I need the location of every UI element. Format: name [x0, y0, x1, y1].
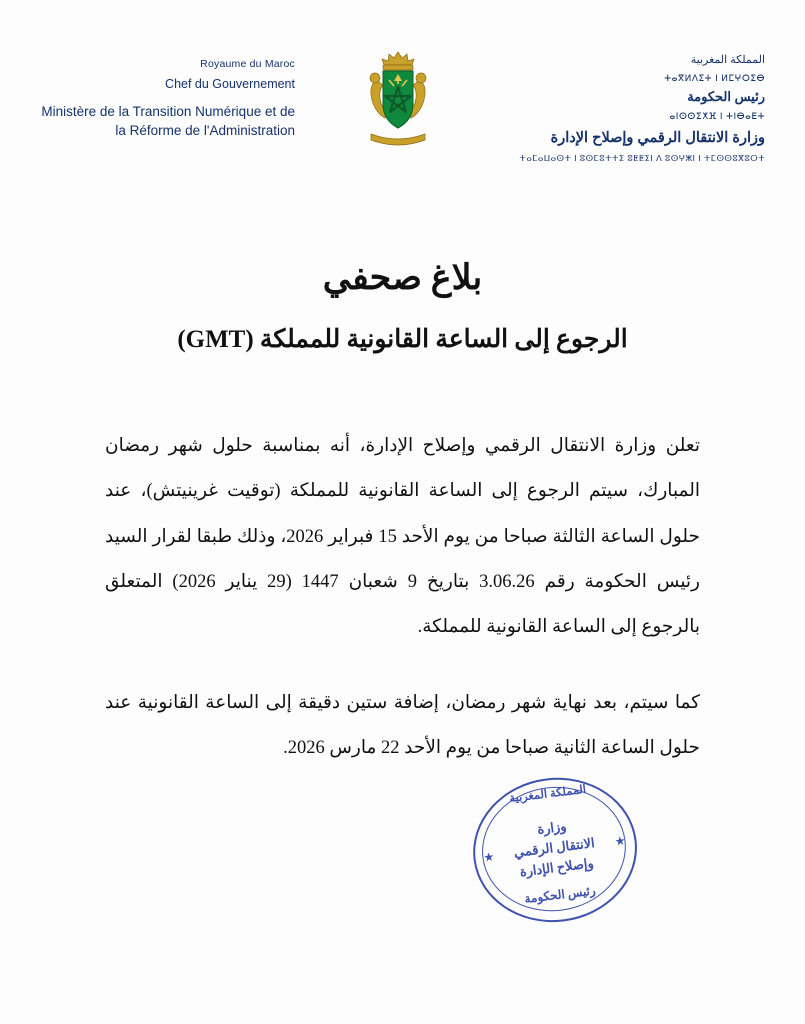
- stamp-line-1: وزارة: [536, 818, 568, 837]
- head-of-government-line-tifinagh: ⴰⵏⵙⵙⵉⵅⴼ ⵏ ⵜⵏⴱⴰⴹⵜ: [669, 110, 765, 121]
- stamp-star-right-icon: ★: [613, 833, 627, 849]
- page-subtitle: الرجوع إلى الساعة القانونية للمملكة (GMT): [177, 325, 628, 353]
- letterhead-arabic-block: [500, 48, 765, 166]
- document-body: [105, 424, 700, 771]
- emblem-container: [338, 48, 458, 154]
- letterhead-french-block: [40, 48, 295, 141]
- kingdom-line-ar: المملكة المغربية: [690, 54, 765, 66]
- ministry-line-fr: Ministère de la Transition Numérique et de la Réforme de l'Administration: [41, 103, 295, 139]
- letterhead: [0, 0, 805, 166]
- ministry-line-tifinagh: ⵜⴰⵎⴰⵡⴰⵙⵜ ⵏ ⵓⵙⵎⵓⵜⵜⵉ ⵓⵟⵟⵉⵏ ⴷ ⵓⵙⵖⵥⵏ ⵏ ⵜⵎⵙⵙⵓⴳⵓⵔⵜ: [519, 153, 765, 164]
- document-titles: [0, 258, 805, 354]
- page-title: بلاغ صحفي: [322, 257, 483, 297]
- head-of-government-line-fr: Chef du Gouvernement: [165, 77, 295, 92]
- kingdom-line-tifinagh: ⵜⴰⴳⵍⴷⵉⵜ ⵏ ⵍⵎⵖⵔⵉⴱ: [664, 72, 765, 83]
- body-paragraph-1: تعلن وزارة الانتقال الرقمي وإصلاح الإدارة، أنه بمناسبة حلول شهر رمضان المبارك، سيتم الرجوع إلى الساعة القانونية للمملكة (توقيت غرينيتش)، عند حلول الساعة الثالثة صباحا من يوم الأحد 15 فبراير 2026، وذلك طبقا لقرار السيد رئيس الحكومة رقم 3.06.26 بتاريخ 9 شعبان 1447 (29 يناير 2026) المتعلق بالرجوع إلى الساعة القانونية للمملكة.: [105, 435, 700, 638]
- body-paragraph-2: كما سيتم، بعد نهاية شهر رمضان، إضافة ستين دقيقة إلى الساعة القانونية عند حلول الساعة الثانية صباحا من يوم الأحد 22 مارس 2026.: [105, 692, 700, 758]
- official-stamp: [452, 772, 642, 937]
- ministry-line-ar: وزارة الانتقال الرقمي وإصلاح الإدارة: [550, 130, 765, 147]
- kingdom-line-fr: Royaume du Maroc: [200, 58, 295, 70]
- stamp-top-text: المملكة المغربية: [508, 783, 587, 806]
- head-of-government-line-ar: رئيس الحكومة: [687, 88, 765, 104]
- stamp-star-left-icon: ★: [482, 849, 496, 865]
- moroccan-coat-of-arms-icon: [361, 50, 435, 154]
- stamp-line-2: الانتقال الرقمي: [513, 835, 596, 860]
- stamp-bottom-text: رئيس الحكومة: [523, 883, 597, 906]
- stamp-line-3: وإصلاح الإدارة: [518, 855, 595, 880]
